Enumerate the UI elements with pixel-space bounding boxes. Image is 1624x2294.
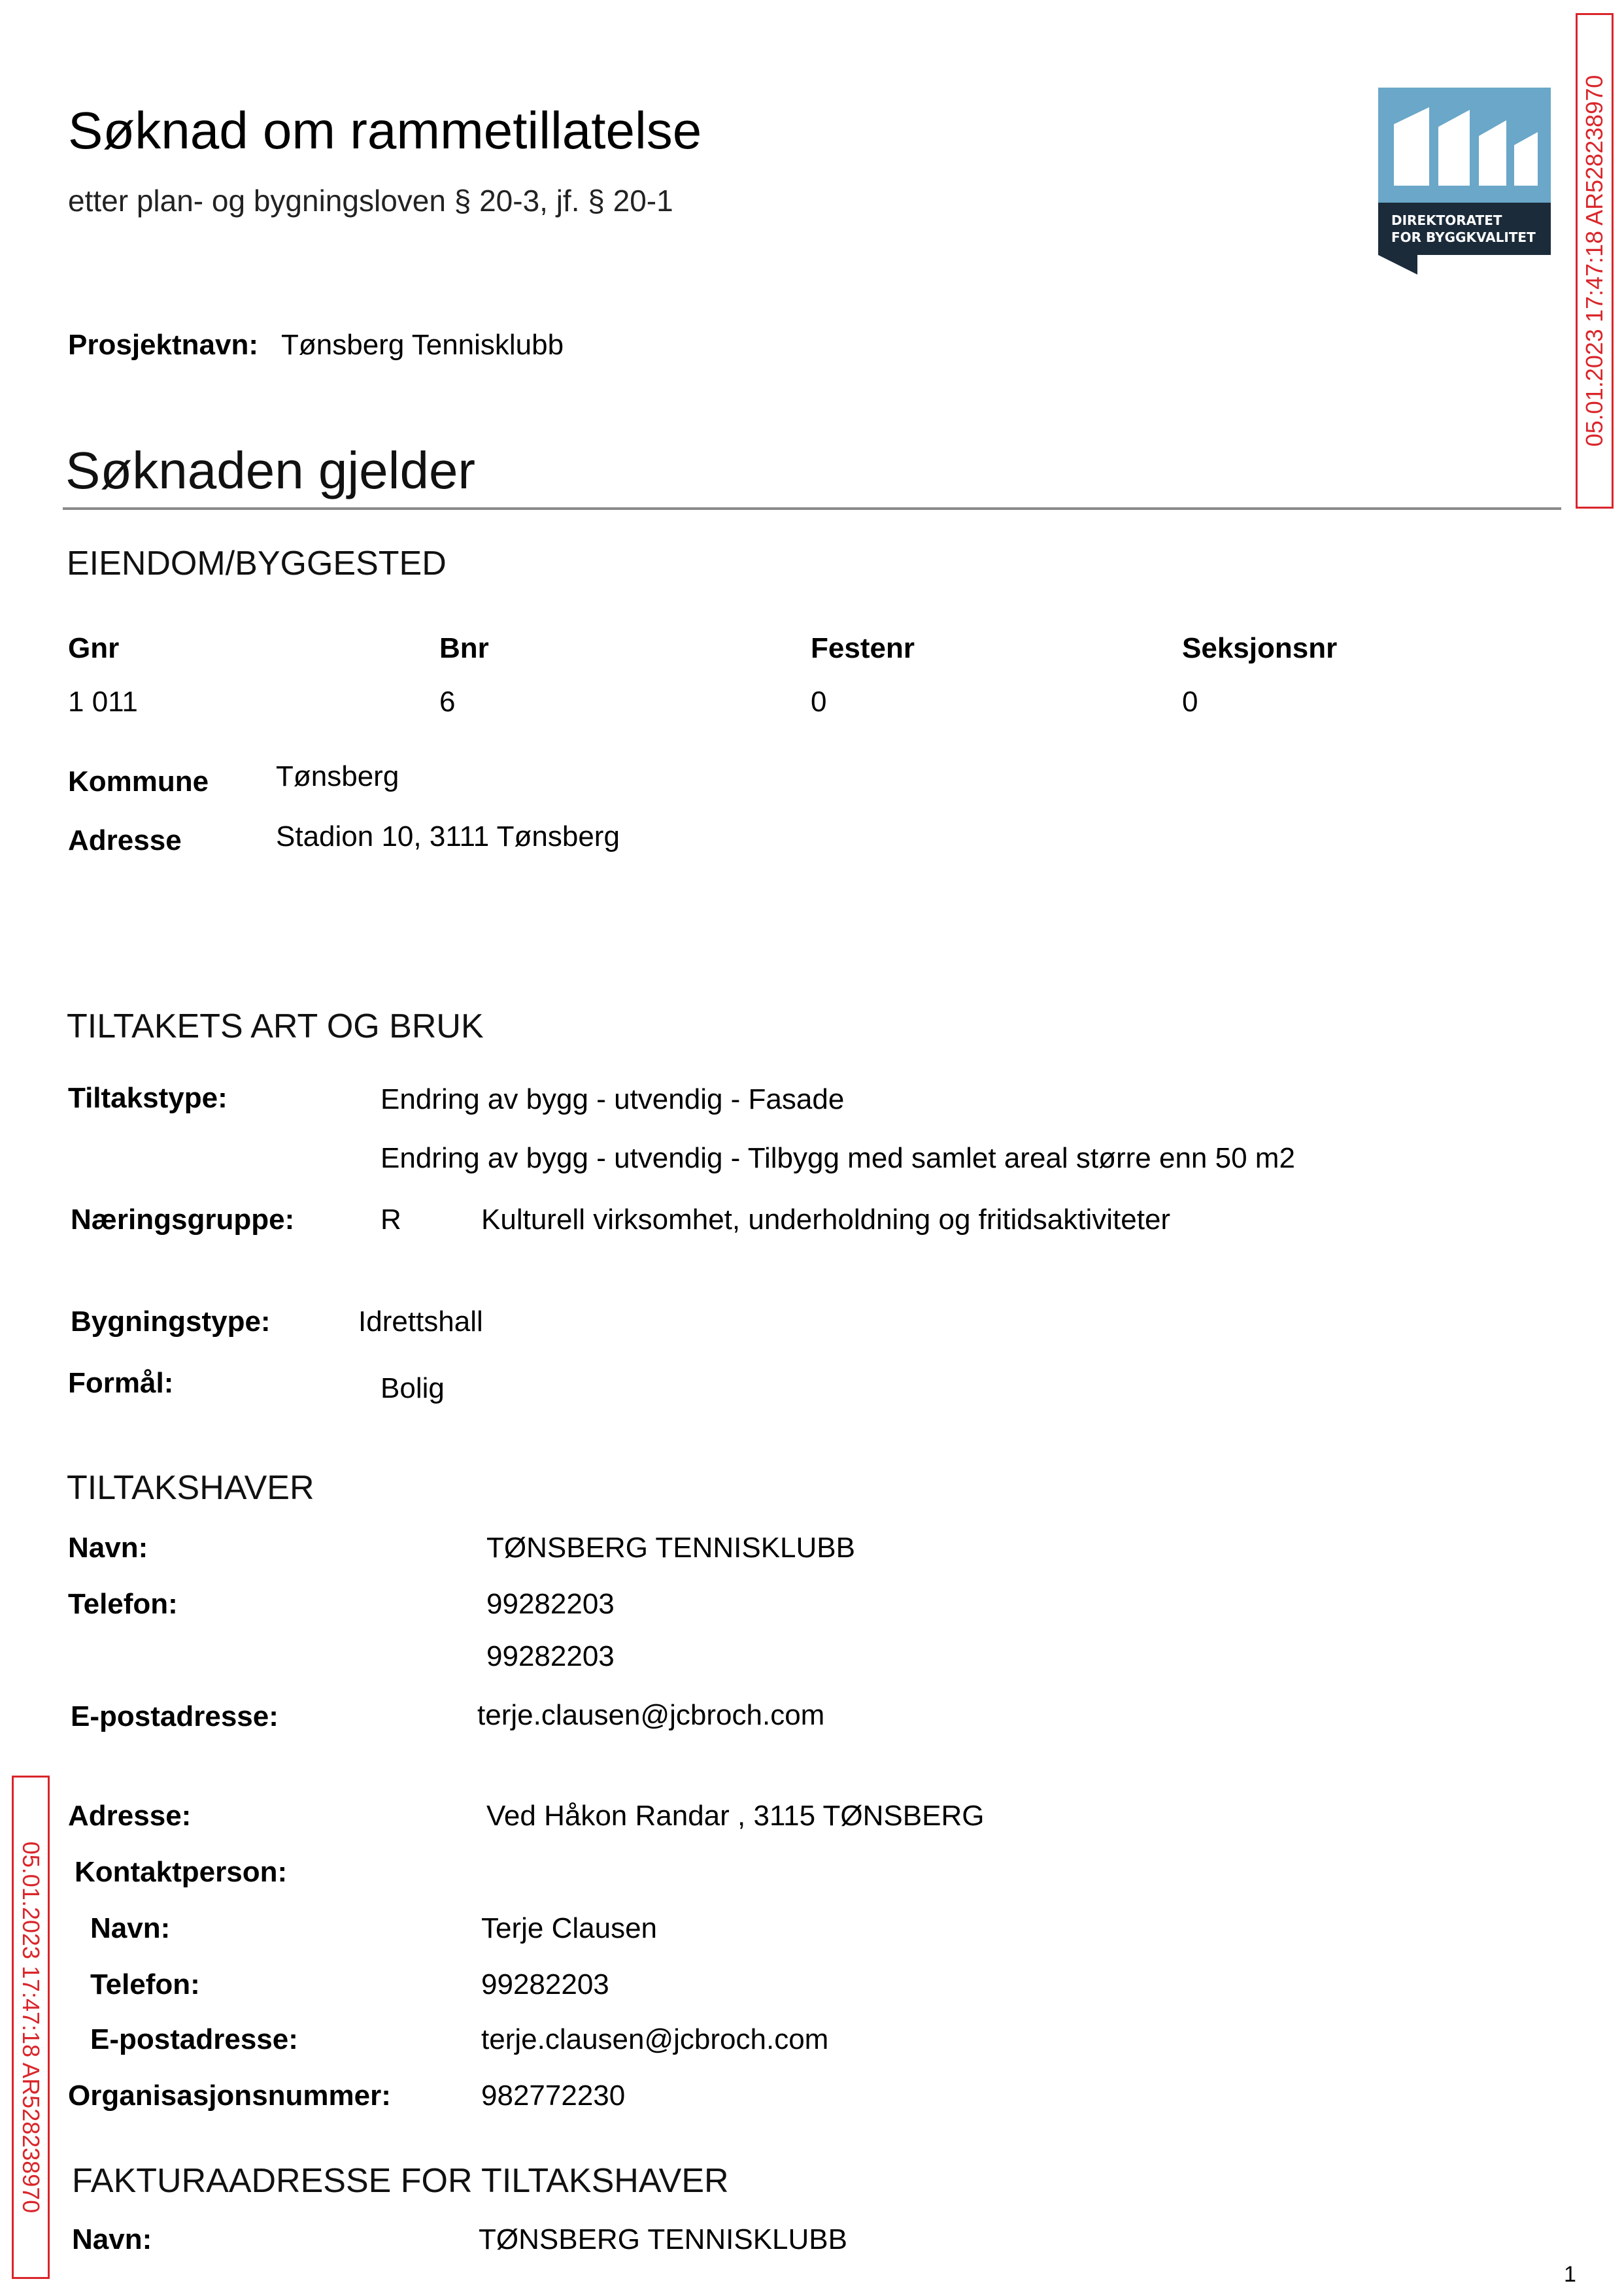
kommune-value: Tønsberg — [276, 760, 399, 792]
project-label: Prosjektnavn: — [68, 329, 258, 361]
tiltakshaver-navn-value: TØNSBERG TENNISKLUBB — [486, 1532, 855, 1564]
kontakt-navn-label: Navn: — [90, 1912, 171, 1944]
naeringsgruppe-text: Kulturell virksomhet, underholdning og fritidsaktiviteter — [481, 1204, 1171, 1236]
festenr-value: 0 — [811, 686, 827, 718]
timestamp-stamp-text: 05.01.2023 17:47:18 AR528238970 — [1581, 75, 1608, 447]
bygningstype-value: Idrettshall — [358, 1306, 483, 1338]
document-title: Søknad om rammetillatelse — [68, 101, 702, 160]
bnr-label: Bnr — [439, 632, 489, 664]
heading-divider — [63, 507, 1561, 510]
organisasjonsnummer-value: 982772230 — [481, 2080, 626, 2112]
festenr-label: Festenr — [811, 632, 915, 664]
tiltakshaver-telefon-value-2: 99282203 — [486, 1640, 615, 1672]
section-tiltakshaver-heading: TILTAKSHAVER — [67, 1469, 314, 1507]
document-subtitle: etter plan- og bygningsloven § 20-3, jf. § 20-1 — [68, 184, 673, 218]
seksjonsnr-label: Seksjonsnr — [1182, 632, 1338, 664]
timestamp-stamp-left — [12, 1776, 50, 2279]
tiltakshaver-epost-label: E-postadresse: — [71, 1700, 279, 1732]
faktura-navn-value: TØNSBERG TENNISKLUBB — [479, 2223, 847, 2255]
tiltakshaver-telefon-value-1: 99282203 — [486, 1588, 615, 1620]
kontaktperson-label: Kontaktperson: — [75, 1856, 288, 1888]
timestamp-stamp-right — [1576, 13, 1614, 509]
section-tiltak-heading: TILTAKETS ART OG BRUK — [67, 1007, 484, 1045]
organisasjonsnummer-label: Organisasjonsnummer: — [68, 2080, 391, 2112]
tiltakshaver-adresse-label: Adresse: — [68, 1800, 192, 1832]
dibk-logo — [1378, 88, 1551, 275]
logo-text-line2: FOR BYGGKVALITET — [1391, 229, 1536, 245]
kontakt-epost-label: E-postadresse: — [90, 2023, 298, 2055]
bnr-value: 6 — [439, 686, 456, 718]
page-number: 1 — [1564, 2262, 1576, 2287]
gnr-label: Gnr — [68, 632, 120, 664]
logo-text-line1: DIREKTORATET — [1391, 212, 1502, 228]
tiltakstype-value-1: Endring av bygg - utvendig - Fasade — [381, 1083, 845, 1115]
tiltakshaver-epost-value: terje.clausen@jcbroch.com — [477, 1699, 825, 1731]
tiltakstype-label: Tiltakstype: — [68, 1082, 228, 1114]
section-faktura-heading: FAKTURAADRESSE FOR TILTAKSHAVER — [72, 2162, 729, 2200]
formal-label: Formål: — [68, 1367, 174, 1399]
gnr-value: 1 011 — [68, 686, 138, 718]
project-name: Tønsberg Tennisklubb — [281, 329, 564, 361]
faktura-navn-label: Navn: — [72, 2223, 152, 2255]
kontakt-epost-value: terje.clausen@jcbroch.com — [481, 2023, 829, 2055]
adresse-value: Stadion 10, 3111 Tønsberg — [276, 820, 620, 852]
kontakt-telefon-value: 99282203 — [481, 1968, 609, 2000]
kommune-label: Kommune — [68, 766, 209, 798]
tiltakshaver-telefon-label: Telefon: — [68, 1588, 178, 1620]
section-eiendom-heading: EIENDOM/BYGGESTED — [67, 545, 447, 582]
adresse-label: Adresse — [68, 824, 182, 856]
kontakt-navn-value: Terje Clausen — [481, 1912, 658, 1944]
tiltakshaver-navn-label: Navn: — [68, 1532, 148, 1564]
timestamp-stamp-text: 05.01.2023 17:47:18 AR528238970 — [18, 1841, 44, 2214]
formal-value: Bolig — [381, 1372, 445, 1404]
tiltakshaver-adresse-value: Ved Håkon Randar , 3115 TØNSBERG — [486, 1800, 985, 1832]
bygningstype-label: Bygningstype: — [71, 1306, 271, 1338]
tiltakstype-value-2: Endring av bygg - utvendig - Tilbygg med samlet areal større enn 50 m2 — [381, 1142, 1295, 1174]
naeringsgruppe-code: R — [381, 1204, 401, 1236]
seksjonsnr-value: 0 — [1182, 686, 1198, 718]
naeringsgruppe-label: Næringsgruppe: — [71, 1204, 295, 1236]
kontakt-telefon-label: Telefon: — [90, 1968, 200, 2000]
section-heading-main: Søknaden gjelder — [65, 441, 476, 499]
